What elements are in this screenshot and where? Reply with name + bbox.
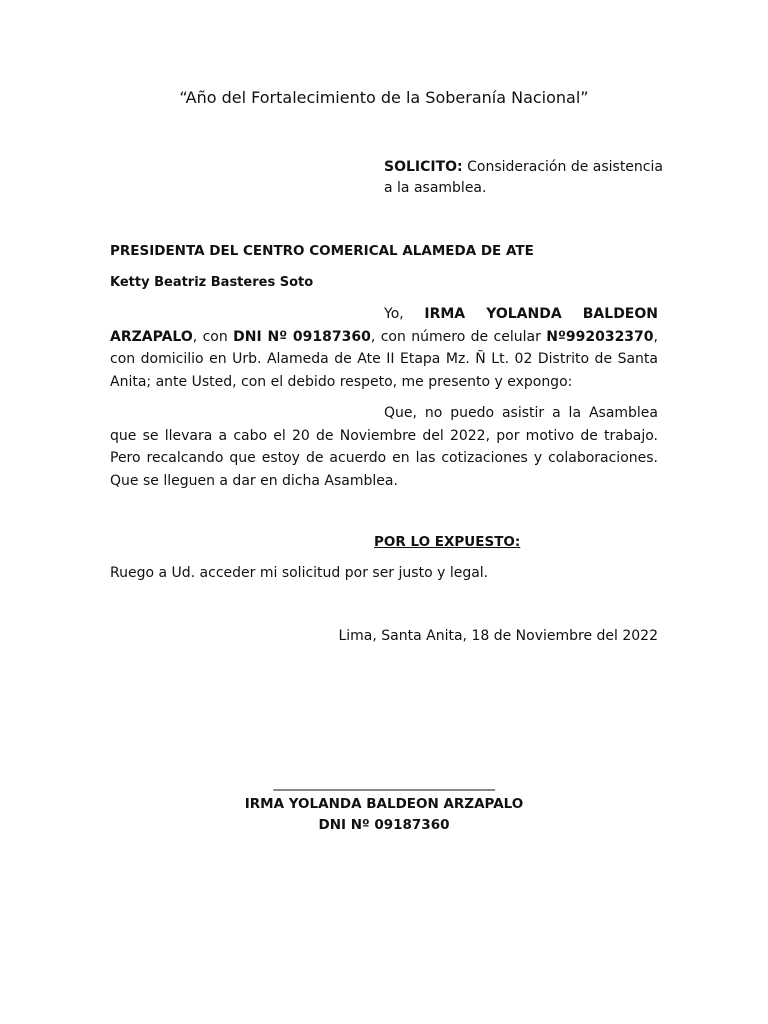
document-title: “Año del Fortalecimiento de la Soberanía Nacional” <box>179 88 589 107</box>
solicito-label: SOLICITO: <box>384 159 463 175</box>
solicito-text: Consideración de asistencia a la asamblea. <box>384 159 663 196</box>
paragraph-exposition <box>110 402 658 492</box>
signature-dni: DNI Nº 09187360 <box>318 817 450 833</box>
exposition-text: Que, no puedo asistir a la Asamblea que se llevara a cabo el 20 de Noviembre del 2022, por motivo de trabajo. Pero recalcando que estoy de acuerdo en las cotizaciones y colaboraciones. Que se lleguen a dar en dicha Asamblea. <box>110 405 658 489</box>
intro-text-3: , con número de celular <box>370 328 547 345</box>
paragraph-introduction <box>110 303 658 393</box>
place-date: Lima, Santa Anita, 18 de Noviembre del 2022 <box>338 628 658 644</box>
applicant-name: IRMA YOLANDA BALDEON ARZAPALO <box>110 306 658 345</box>
addressee-name: Ketty Beatriz Basteres Soto <box>110 275 314 290</box>
por-lo-expuesto-heading: POR LO EXPUESTO: <box>374 534 521 550</box>
applicant-dni: DNI Nº 09187360 <box>233 328 371 345</box>
intro-text-2: , con <box>192 328 234 345</box>
applicant-phone: Nº992032370 <box>546 328 654 345</box>
solicito-block <box>384 157 664 199</box>
intro-text-1: Yo, <box>384 306 425 322</box>
signature-name: IRMA YOLANDA BALDEON ARZAPALO <box>244 796 524 812</box>
intro-text-4: , con domicilio en Urb. Alameda de Ate II Etapa Mz. Ñ Lt. 02 Distrito de Santa Anita; ante Usted, con el debido respeto, me presento y expongo: <box>110 328 658 390</box>
signature-line: __________________________________ <box>273 775 495 791</box>
request-text: Ruego a Ud. acceder mi solicitud por ser justo y legal. <box>110 565 489 581</box>
addressee-title: PRESIDENTA DEL CENTRO COMERICAL ALAMEDA DE ATE <box>110 243 534 259</box>
